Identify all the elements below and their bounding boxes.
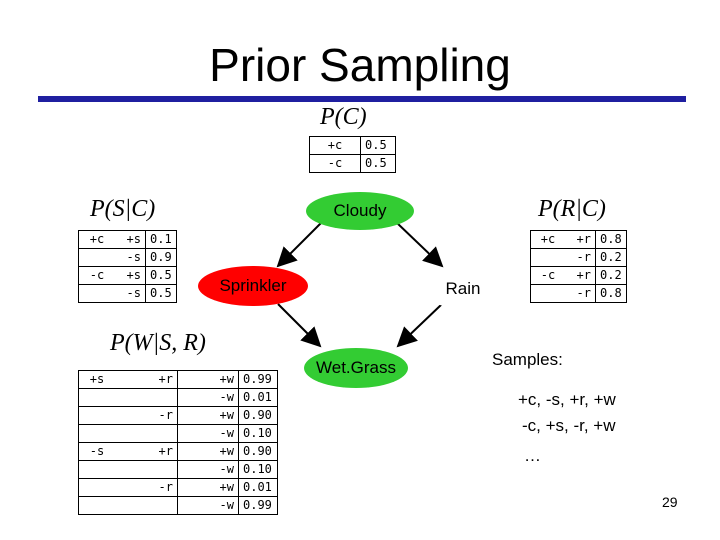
cell: -r bbox=[115, 407, 178, 425]
cell: +s bbox=[115, 267, 146, 285]
cell bbox=[115, 425, 178, 443]
cell: 0.5 bbox=[146, 285, 177, 303]
cell: 0.2 bbox=[596, 267, 627, 285]
cell: -w bbox=[178, 497, 239, 515]
cpt-c-row-1 bbox=[310, 137, 396, 155]
cell bbox=[79, 249, 116, 267]
cell bbox=[79, 479, 116, 497]
cell: +c bbox=[79, 231, 116, 249]
cell: +r bbox=[115, 443, 178, 461]
cell: 0.8 bbox=[596, 231, 627, 249]
node-wetgrass-label: Wet.Grass bbox=[316, 358, 396, 377]
node-sprinkler bbox=[198, 266, 308, 306]
cell: 0.01 bbox=[239, 479, 278, 497]
cpt-cloudy bbox=[309, 136, 396, 173]
cell: 0.01 bbox=[239, 389, 278, 407]
cpt-rain bbox=[530, 230, 627, 303]
cell: 0.1 bbox=[146, 231, 177, 249]
cell bbox=[115, 389, 178, 407]
cpt-wetgrass bbox=[78, 370, 278, 515]
page-number: 29 bbox=[662, 494, 678, 510]
samples-heading: Samples: bbox=[492, 350, 563, 369]
cell bbox=[79, 407, 116, 425]
cell: 0.2 bbox=[596, 249, 627, 267]
cell bbox=[531, 249, 566, 267]
cell: +r bbox=[565, 231, 596, 249]
node-wetgrass bbox=[304, 348, 408, 388]
label-pc: P(C) bbox=[320, 104, 367, 130]
cell: -s bbox=[79, 443, 116, 461]
cell: 0.99 bbox=[239, 371, 278, 389]
cell: +w bbox=[178, 479, 239, 497]
cell: -r bbox=[565, 249, 596, 267]
cpt-c-row-2 bbox=[310, 155, 396, 173]
sample-1: +c, -s, +r, +w bbox=[518, 390, 616, 409]
cell: -c bbox=[310, 155, 361, 173]
sample-2: -c, +s, -r, +w bbox=[522, 416, 616, 435]
cell: -w bbox=[178, 425, 239, 443]
cell bbox=[115, 497, 178, 515]
cell: 0.10 bbox=[239, 461, 278, 479]
node-sprinkler-label: Sprinkler bbox=[219, 276, 287, 295]
cell: +s bbox=[115, 231, 146, 249]
cell bbox=[79, 389, 116, 407]
cell: +c bbox=[310, 137, 361, 155]
cell: 0.5 bbox=[146, 267, 177, 285]
cell: 0.9 bbox=[146, 249, 177, 267]
label-pwsr: P(W|S, R) bbox=[110, 330, 206, 356]
cell: +w bbox=[178, 371, 239, 389]
cell: 0.90 bbox=[239, 407, 278, 425]
label-psc: P(S|C) bbox=[90, 196, 156, 222]
label-prc: P(R|C) bbox=[538, 196, 606, 222]
cell: 0.5 bbox=[361, 137, 396, 155]
cell: 0.90 bbox=[239, 443, 278, 461]
cell bbox=[79, 425, 116, 443]
cell: +w bbox=[178, 407, 239, 425]
cell: -r bbox=[115, 479, 178, 497]
edge-sprinkler-wetgrass bbox=[278, 304, 320, 346]
edge-cloudy-rain bbox=[396, 222, 442, 266]
cell: +s bbox=[79, 371, 116, 389]
sample-ellipsis: … bbox=[524, 446, 541, 465]
edge-rain-wetgrass bbox=[398, 304, 442, 346]
cell: 0.8 bbox=[596, 285, 627, 303]
cell: +r bbox=[565, 267, 596, 285]
cell: 0.5 bbox=[361, 155, 396, 173]
cell: -s bbox=[115, 285, 146, 303]
cell: 0.10 bbox=[239, 425, 278, 443]
cell: +c bbox=[531, 231, 566, 249]
node-rain-label: Rain bbox=[445, 279, 481, 298]
cell: -w bbox=[178, 389, 239, 407]
node-rain bbox=[420, 270, 506, 308]
node-cloudy-label: Cloudy bbox=[333, 201, 387, 220]
cell bbox=[531, 285, 566, 303]
node-cloudy bbox=[306, 192, 414, 230]
cell: +r bbox=[115, 371, 178, 389]
cell: 0.99 bbox=[239, 497, 278, 515]
cell bbox=[79, 461, 116, 479]
cpt-sprinkler bbox=[78, 230, 177, 303]
cell: -c bbox=[79, 267, 116, 285]
slide-title: Prior Sampling bbox=[209, 39, 511, 91]
cell: -w bbox=[178, 461, 239, 479]
cell: -c bbox=[531, 267, 566, 285]
cell: -r bbox=[565, 285, 596, 303]
cell bbox=[115, 461, 178, 479]
cell: +w bbox=[178, 443, 239, 461]
cell: -s bbox=[115, 249, 146, 267]
cell bbox=[79, 285, 116, 303]
cell bbox=[79, 497, 116, 515]
edge-cloudy-sprinkler bbox=[278, 222, 322, 266]
